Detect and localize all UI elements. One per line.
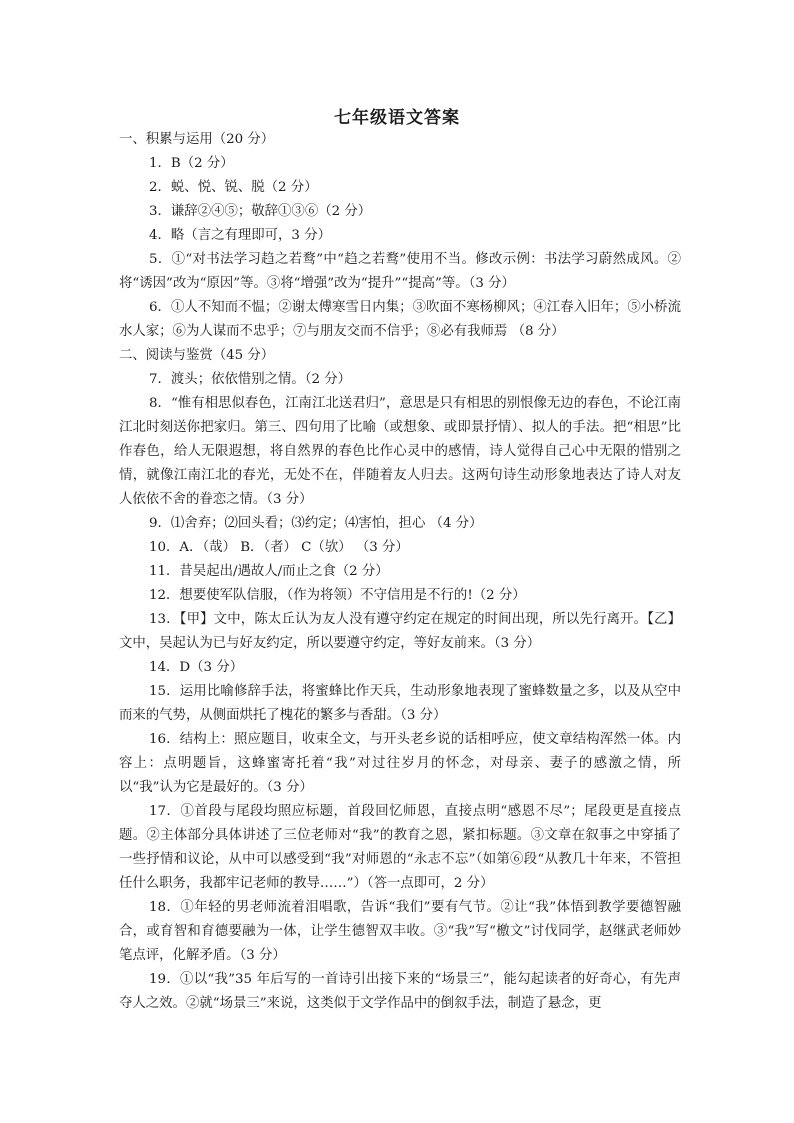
answer-item: 12．想要使军队信服，（作为将领）不守信用是不行的!（2 分） bbox=[149, 588, 526, 603]
section-reading bbox=[119, 344, 681, 1016]
section-heading: 二、阅读与鉴赏（45 分） bbox=[119, 348, 275, 363]
answer-item: 13．【甲】文中，陈太丘认为友人没有遵守约定在规定的时间出现，所以先行离开。【乙】文中，吴起认为已与好友约定，所以要遵守约定，等好友前来。（3 分） bbox=[119, 612, 681, 651]
answer-item: 2．蜕、悦、锐、脱（2 分） bbox=[149, 180, 318, 195]
answer-item: 19．①以“我”35 年后写的一首诗引出接下来的“场景三”，能勾起读者的好奇心，有先声夺人之效。②就“场景三”来说，这类似于文学作品中的倒叙手法，制造了悬念，更 bbox=[119, 972, 681, 1011]
answer-item: 5．①“对书法学习趋之若鹜”中“趋之若鹜”使用不当。修改示例：书法学习蔚然成风。②将“诱因”改为“原因”等。③将“增强”改为“提升”“提高”等。（3 分） bbox=[119, 252, 681, 291]
answer-item: 17．①首段与尾段均照应标题，首段回忆师恩，直接点明“感恩不尽”；尾段更是直接点题。②主体部分具体讲述了三位老师对“我”的教育之恩，紧扣标题。③文章在叙事之中穿插了一些抒情和议论，从中可以感受到“我”对师恩的“永志不忘”（如第⑥段“从教几十年来，不管担任什么职务，我都牢记老师的教导……”）（答一点即可，2 分） bbox=[119, 804, 681, 891]
section-accumulation bbox=[119, 128, 681, 344]
answer-item: 8．“惟有相思似春色，江南江北送君归”，意思是只有相思的别恨像无边的春色，不论江南江北时刻送你把家归。第三、四句用了比喻（或想象、或即景抒情）、拟人的手法。把“相思”比作春色，给人无限遐想，将自然界的春色比作心灵中的感情，诗人觉得自己心中无限的惜别之情，就像江南江北的春光，无处不在，伴随着友人归去。这两句诗生动形象地表达了诗人对友人依依不舍的眷恋之情。（3 分） bbox=[119, 396, 681, 507]
answer-item: 6．①人不知而不愠；②谢太傅寒雪日内集；③吹面不寒杨柳风；④江春入旧年；⑤小桥流水人家；⑥为人谋而不忠乎；⑦与朋友交而不信乎；⑧必有我师焉 （8 分） bbox=[119, 300, 681, 339]
answer-item: 14．D（3 分） bbox=[149, 660, 244, 675]
answer-item: 9．⑴舍弃；⑵回头看；⑶约定；⑷害怕，担心 （4 分） bbox=[149, 516, 483, 531]
answer-item: 7．渡头；依依惜别之情。（2 分） bbox=[149, 372, 352, 387]
answer-item: 3．谦辞②④⑤；敬辞①③⑥（2 分） bbox=[149, 204, 372, 219]
answer-item: 10．A．（哉） B．（者） C（欤） （3 分） bbox=[149, 540, 409, 555]
answer-item: 15．运用比喻修辞手法，将蜜蜂比作天兵，生动形象地表现了蜜蜂数量之多，以及从空中而来的气势，从侧面烘托了槐花的繁多与香甜。（3 分） bbox=[119, 684, 681, 723]
answer-item: 11．昔吴起出/遇故人/而止之食（2 分） bbox=[149, 564, 389, 579]
page-title: 七年级语文答案 bbox=[334, 108, 460, 128]
answer-item: 16．结构上：照应题目，收束全文，与开头老乡说的话相呼应，使文章结构浑然一体。内容上：点明题旨，这蜂蜜寄托着“我”对过往岁月的怀念，对母亲、妻子的感激之情，所以“我”认为它是最好的。（3 分） bbox=[119, 732, 681, 795]
section-heading: 一、积累与运用（20 分） bbox=[119, 132, 275, 147]
answer-item: 1．B（2 分） bbox=[149, 156, 234, 171]
answer-item: 18．①年轻的男老师流着泪唱歌，告诉“我们”要有气节。②让“我”体悟到教学要德智融合，或育智和育德要融为一体，让学生德智双丰收。③“我”写“檄文”讨伐同学，赵继武老师妙笔点评，化解矛盾。（3 分） bbox=[119, 900, 681, 963]
answer-item: 4．略（言之有理即可，3 分） bbox=[149, 228, 331, 243]
answer-content bbox=[119, 128, 681, 1016]
